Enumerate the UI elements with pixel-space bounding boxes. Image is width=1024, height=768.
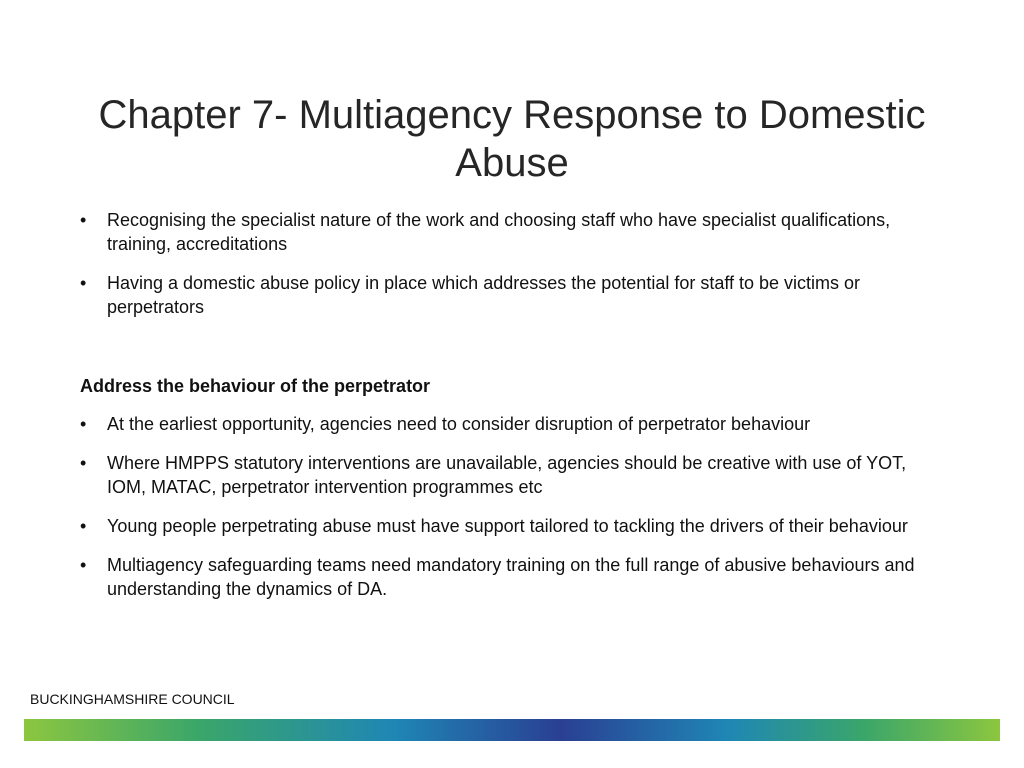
bullet-icon: • (80, 210, 87, 230)
list-item (80, 451, 950, 499)
list-item (80, 208, 950, 256)
bullet-text: Young people perpetrating abuse must have support tailored to tackling the drivers of their behaviour (107, 516, 908, 536)
bullet-icon: • (80, 414, 87, 434)
spacer (80, 334, 950, 374)
bullet-text: Multiagency safeguarding teams need mandatory training on the full range of abusive behaviours and understanding the dynamics of DA. (107, 555, 915, 599)
list-item (80, 553, 950, 601)
slide-body (80, 208, 950, 616)
list-item (80, 514, 950, 538)
bullet-text: Where HMPPS statutory interventions are unavailable, agencies should be creative with use of YOT, IOM, MATAC, perpetrator intervention programmes etc (107, 453, 907, 497)
bullet-list-bottom (80, 412, 950, 601)
footer-gradient-bar (24, 719, 1000, 741)
bullet-icon: • (80, 555, 87, 575)
slide-title: Chapter 7- Multiagency Response to Domestic Abuse (98, 92, 926, 185)
bullet-text: At the earliest opportunity, agencies need to consider disruption of perpetrator behaviour (107, 414, 811, 434)
bullet-text: Recognising the specialist nature of the work and choosing staff who have specialist qualifications, training, accreditations (107, 210, 891, 254)
section-heading: Address the behaviour of the perpetrator (80, 376, 431, 396)
bullet-text: Having a domestic abuse policy in place which addresses the potential for staff to be victims or perpetrators (107, 273, 861, 317)
list-item (80, 271, 950, 319)
bullet-list-top (80, 208, 950, 319)
footer-organisation: BUCKINGHAMSHIRE COUNCIL (30, 691, 235, 707)
bullet-icon: • (80, 516, 87, 536)
bullet-icon: • (80, 453, 87, 473)
bullet-icon: • (80, 273, 87, 293)
list-item (80, 412, 950, 436)
